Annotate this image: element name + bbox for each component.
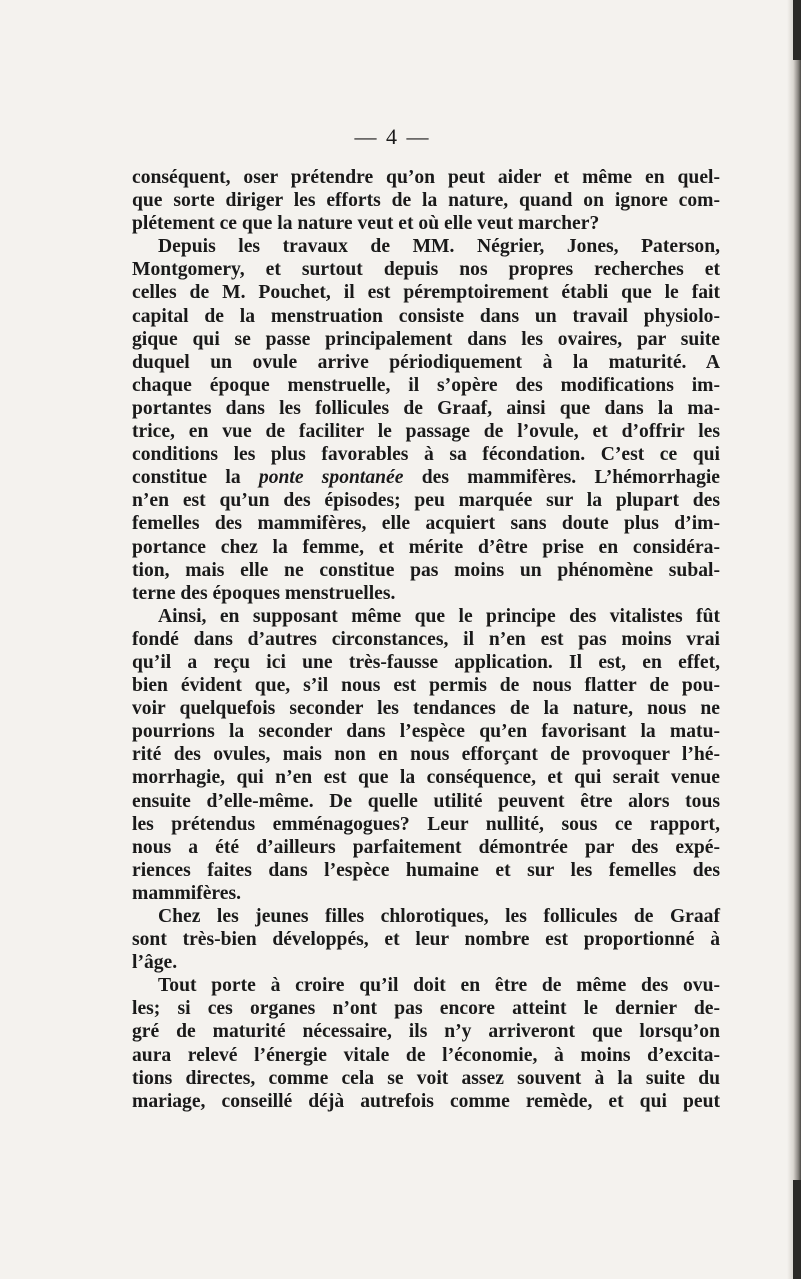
text-line: celles de M. Pouchet, il est péremptoirement établi que le fait: [132, 282, 720, 304]
text-line: femelles des mammifères, elle acquiert sans doute plus d’im-: [132, 513, 720, 535]
text-line: nous a été d’ailleurs parfaitement démontrée par des expé-: [132, 836, 720, 858]
text-line: Depuis les travaux de MM. Négrier, Jones, Paterson,: [158, 236, 720, 258]
text-line: morrhagie, qui n’en est que la conséquence, et qui serait venue: [132, 767, 720, 789]
page-edge-shadow: [787, 0, 801, 1279]
text-line: les; si ces organes n’ont pas encore atteint le dernier de-: [132, 998, 720, 1020]
text-line: trice, en vue de faciliter le passage de l’ovule, et d’offrir les: [132, 421, 720, 443]
text-line: sont très-bien développés, et leur nombre est proportionné à: [132, 929, 720, 951]
text-line: pourrions la seconder dans l’espèce qu’en favorisant la matu-: [132, 721, 720, 743]
text-line: Tout porte à croire qu’il doit en être de même des ovu-: [158, 975, 720, 997]
text-line: portance chez la femme, et mérite d’être prise en considéra-: [132, 536, 720, 558]
body-text: [132, 166, 720, 1113]
text-line: mariage, conseillé déjà autrefois comme remède, et qui peut: [132, 1090, 720, 1112]
page-edge-mark: [793, 0, 801, 60]
text-line: portantes dans les follicules de Graaf, ainsi que dans la ma-: [132, 397, 720, 419]
text-line: gique qui se passe principalement dans les ovaires, par suite: [132, 328, 720, 350]
text-line: voir quelquefois seconder les tendances de la nature, nous ne: [132, 698, 720, 720]
text-line: bien évident que, s’il nous est permis de nous flatter de pou-: [132, 675, 720, 697]
text-line: fondé dans d’autres circonstances, il n’en est pas moins vrai: [132, 628, 720, 650]
text-line: Ainsi, en supposant même que le principe des vitalistes fût: [158, 605, 720, 627]
text-line: rité des ovules, mais non en nous efforçant de provoquer l’hé-: [132, 744, 720, 766]
page-number: — 4 —: [354, 124, 431, 149]
text-line: capital de la menstruation consiste dans un travail physiolo-: [132, 305, 720, 327]
text-line: n’en est qu’un des épisodes; peu marquée sur la plupart des: [132, 490, 720, 512]
text-fragment: constitue la: [132, 467, 259, 489]
text-line: conséquent, oser prétendre qu’on peut aider et même en quel-: [132, 167, 720, 188]
text-line: que sorte diriger les efforts de la nature, quand on ignore com-: [132, 190, 720, 212]
text-line: les prétendus emménagogues? Leur nullité, sous ce rapport,: [132, 813, 720, 835]
text-line: Chez les jeunes filles chlorotiques, les follicules de Graaf: [158, 906, 720, 927]
text-line: terne des époques menstruelles.: [132, 582, 396, 604]
text-line: tion, mais elle ne constitue pas moins un phénomène subal-: [132, 559, 720, 581]
text-line: qu’il a reçu ici une très-fausse application. Il est, en effet,: [132, 651, 720, 673]
text-line: gré de maturité nécessaire, ils n’y arriveront que lorsqu’on: [132, 1021, 720, 1043]
text-line: tions directes, comme cela se voit assez souvent à la suite du: [132, 1067, 720, 1089]
text-line: aura relevé l’énergie vitale de l’économie, à moins d’excita-: [132, 1044, 720, 1066]
text-line: plétement ce que la nature veut et où elle veut marcher?: [132, 213, 600, 235]
text-line: ensuite d’elle-même. De quelle utilité peuvent être alors tous: [132, 790, 720, 812]
text-line: Montgomery, et surtout depuis nos propres recherches et: [132, 259, 720, 281]
text-line: duquel un ovule arrive périodiquement à la maturité. A: [132, 351, 720, 373]
page-edge-mark: [793, 1180, 801, 1279]
italic-term: ponte spontanée: [258, 467, 404, 489]
text-line: chaque époque menstruelle, il s’opère des modifications im-: [132, 374, 720, 396]
text-line: l’âge.: [132, 952, 178, 974]
text-line: conditions les plus favorables à sa fécondation. C’est ce qui: [132, 444, 720, 466]
text-line: riences faites dans l’espèce humaine et sur les femelles des: [132, 859, 720, 881]
text-line: mammifères.: [132, 882, 241, 904]
text-fragment: des mammifères. L’hémorrhagie: [403, 467, 721, 489]
text-line-with-italic: [132, 466, 720, 489]
